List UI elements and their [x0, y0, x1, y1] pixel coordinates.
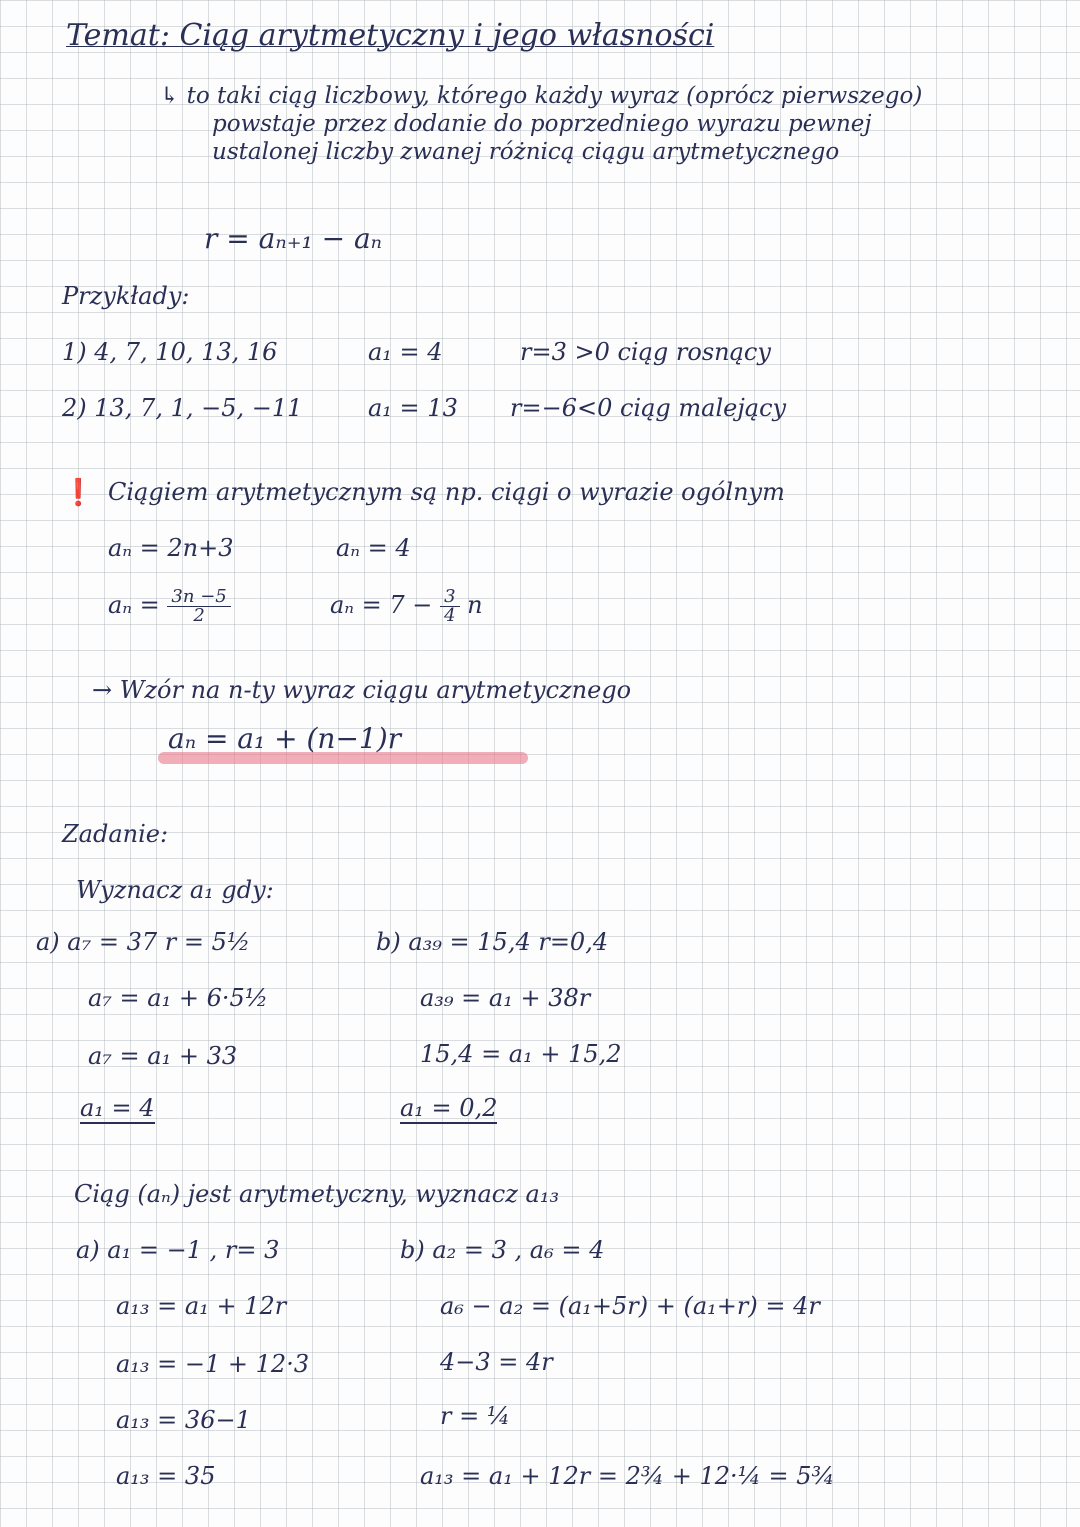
- general-intro: Ciągiem arytmetycznym są np. ciągi o wyrazie ogólnym: [108, 478, 785, 506]
- example-1-sequence: 1) 4, 7, 10, 13, 16: [62, 338, 278, 366]
- fraction-numerator: 3n −5: [167, 588, 230, 607]
- task-b-step-1: a₃₉ = a₁ + 38r: [420, 984, 591, 1012]
- task2-b-step-1: a₆ − a₂ = (a₁+5r) + (a₁+r) = 4r: [440, 1292, 820, 1320]
- general-formula-3-fraction: [167, 588, 230, 625]
- task-a-given: a) a₇ = 37 r = 5½: [36, 928, 251, 956]
- task-a-answer: a₁ = 4: [80, 1094, 155, 1122]
- task2-b-given: b) a₂ = 3 , a₆ = 4: [400, 1236, 605, 1264]
- examples-header: Przykłady:: [62, 282, 190, 310]
- task-b-answer: a₁ = 0,2: [400, 1094, 498, 1122]
- definition-line-3: ustalonej liczby zwanej różnicą ciągu arytmetycznego: [212, 139, 840, 165]
- example-2-sequence: 2) 13, 7, 1, −5, −11: [62, 394, 303, 422]
- task2-header: Ciąg (aₙ) jest arytmetyczny, wyznacz a₁₃: [74, 1180, 560, 1208]
- task-header: Zadanie:: [62, 820, 169, 848]
- task2-a-step-2: a₁₃ = −1 + 12·3: [116, 1350, 310, 1378]
- general-formula-3: [108, 588, 231, 625]
- general-formula-3-lhs: aₙ =: [108, 591, 160, 619]
- example-2-a1: a₁ = 13: [368, 394, 458, 422]
- task-a-step-2: a₇ = a₁ + 33: [88, 1042, 238, 1070]
- task2-b-step-4: a₁₃ = a₁ + 12r = 2¾ + 12·¼ = 5¾: [420, 1462, 835, 1490]
- example-2-note: r=−6<0 ciąg malejący: [510, 394, 787, 422]
- fraction-denominator: 4: [444, 605, 456, 626]
- fraction-denominator: 2: [193, 605, 205, 626]
- general-formula-4-rhs: n: [467, 591, 483, 619]
- exclamation-icon: ❗: [62, 478, 95, 508]
- page-title: Temat: Ciąg arytmetyczny i jego własności: [66, 18, 715, 53]
- general-formula-4-fraction: [440, 588, 459, 625]
- task-prompt: Wyznacz a₁ gdy:: [76, 876, 274, 904]
- task2-b-step-2: 4−3 = 4r: [440, 1348, 553, 1376]
- example-1-a1: a₁ = 4: [368, 338, 443, 366]
- task-b-given: b) a₃₉ = 15,4 r=0,4: [376, 928, 609, 956]
- fraction-numerator: 3: [440, 588, 459, 607]
- general-formula-4-lhs: aₙ = 7 −: [330, 591, 433, 619]
- general-formula-1: aₙ = 2n+3: [108, 534, 234, 562]
- general-formula-2: aₙ = 4: [336, 534, 411, 562]
- nth-term-intro: → Wzór na n-ty wyraz ciągu arytmetycznego: [92, 676, 632, 704]
- task2-a-step-3: a₁₃ = 36−1: [116, 1406, 251, 1434]
- definition-line-2: powstaje przez dodanie do poprzedniego wyrazu pewnej: [212, 111, 872, 137]
- task2-a-step-4: a₁₃ = 35: [116, 1462, 216, 1490]
- task-a-step-1: a₇ = a₁ + 6·5½: [88, 984, 269, 1012]
- general-formula-4: [330, 588, 483, 625]
- nth-term-formula: aₙ = a₁ + (n−1)r: [168, 722, 402, 755]
- difference-formula: r = aₙ₊₁ − aₙ: [204, 222, 382, 255]
- task2-a-step-1: a₁₃ = a₁ + 12r: [116, 1292, 287, 1320]
- task-b-step-2: 15,4 = a₁ + 15,2: [420, 1040, 622, 1068]
- task2-b-step-3: r = ¼: [440, 1402, 511, 1430]
- example-1-note: r=3 >0 ciąg rosnący: [520, 338, 771, 366]
- task2-a-given: a) a₁ = −1 , r= 3: [76, 1236, 280, 1264]
- definition-line-1: ↳ to taki ciąg liczbowy, którego każdy wyraz (oprócz pierwszego): [160, 83, 923, 109]
